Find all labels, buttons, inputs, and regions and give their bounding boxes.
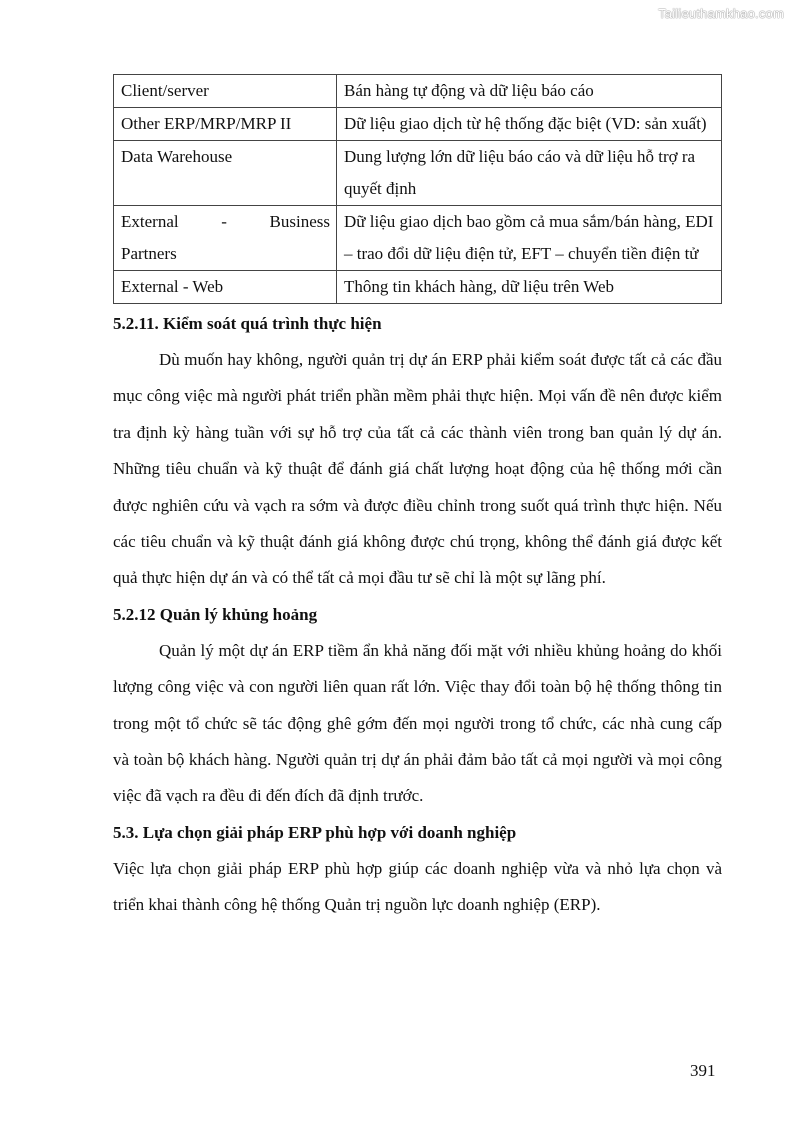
source-line-2: Partners xyxy=(121,244,177,263)
page-number: 391 xyxy=(690,1061,716,1080)
data-sources-table xyxy=(113,74,722,304)
section-paragraph: Quản lý một dự án ERP tiềm ẩn khả năng đối mặt với nhiều khủng hoảng do khối lượng công việc và con người liên quan rất lớn. Việc thay đổi toàn bộ hệ thống thông tin trong một tổ chức sẽ tác động ghê gớm đến mọi người trong tổ chức, các nhà cung cấp và toàn bộ khách hàng. Người quản trị dự án phải đảm bảo tất cả mọi người và mọi công việc đã vạch ra đều đi đến đích đã định trước. xyxy=(113,640,722,806)
table-row xyxy=(114,75,722,108)
source-line-1 xyxy=(121,206,330,238)
table-cell-data: Dữ liệu giao dịch bao gồm cả mua sắm/bán hàng, EDI – trao đổi dữ liệu điện tử, EFT – chuyển tiền điện tử xyxy=(337,206,722,271)
table-cell-data: Dung lượng lớn dữ liệu báo cáo và dữ liệu hỗ trợ ra quyết định xyxy=(337,141,722,206)
section-paragraph: Việc lựa chọn giải pháp ERP phù hợp giúp các doanh nghiệp vừa và nhỏ lựa chọn và triển khai thành công hệ thống Quản trị nguồn lực doanh nghiệp (ERP). xyxy=(113,858,722,915)
section-heading: 5.2.11. Kiểm soát quá trình thực hiện xyxy=(113,314,382,333)
source-part: Business xyxy=(269,212,330,231)
watermark: Tailieuthamkhao.com xyxy=(658,6,784,21)
table-cell-source: Data Warehouse xyxy=(114,141,337,206)
table-cell-source: External - Web xyxy=(114,271,337,304)
table-cell-source: Other ERP/MRP/MRP II xyxy=(114,108,337,141)
source-part: - xyxy=(221,212,227,231)
table-row xyxy=(114,271,722,304)
source-part: External xyxy=(121,212,179,231)
section-heading: 5.3. Lựa chọn giải pháp ERP phù hợp với doanh nghiệp xyxy=(113,822,517,842)
document-page xyxy=(113,74,722,924)
section-heading: 5.2.12 Quản lý khủng hoảng xyxy=(113,604,318,624)
table-cell-data: Thông tin khách hàng, dữ liệu trên Web xyxy=(337,271,722,304)
table-row xyxy=(114,141,722,206)
table-cell-data: Bán hàng tự động và dữ liệu báo cáo xyxy=(337,75,722,108)
section-paragraph: Dù muốn hay không, người quản trị dự án ERP phải kiểm soát được tất cả các đầu mục công việc mà người phát triển phần mềm phải thực hiện. Mọi vấn đề nên được kiểm tra định kỳ hàng tuần với sự hỗ trợ của tất cả các thành viên trong ban quản lý dự án. Những tiêu chuẩn và kỹ thuật để đánh giá chất lượng hoạt động của hệ thống mới cần được nghiên cứu và vạch ra sớm và được điều chỉnh trong suốt quá trình thực hiện. Nếu các tiêu chuẩn và kỹ thuật đánh giá không được chú trọng, không thể đánh giá được kết quả thực hiện dự án và có thể tất cả mọi đầu tư sẽ chỉ là một sự lãng phí. xyxy=(113,350,722,588)
table-cell-data: Dữ liệu giao dịch từ hệ thống đặc biệt (VD: sản xuất) xyxy=(337,108,722,141)
table-row xyxy=(114,108,722,141)
table-row xyxy=(114,206,722,271)
table-cell-source xyxy=(114,206,337,271)
table-cell-source: Client/server xyxy=(114,75,337,108)
